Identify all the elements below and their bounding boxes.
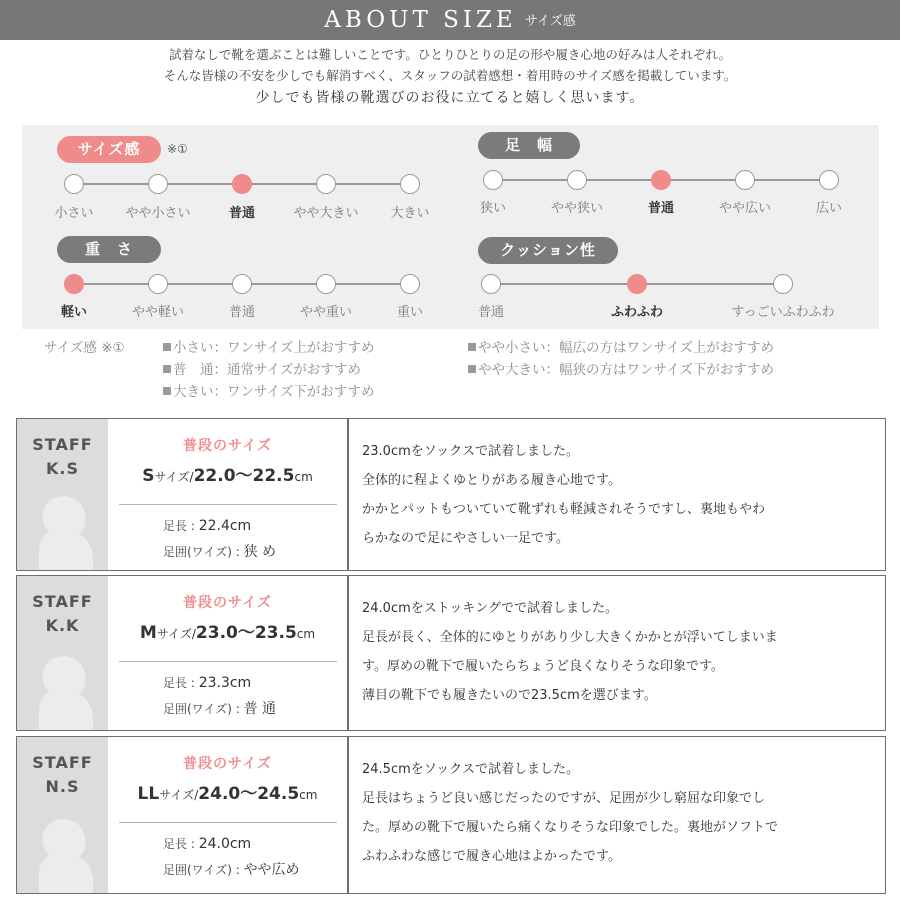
- comment-line: 足長はちょうど良い感じだったのですが、足囲が少し窮屈な印象でし: [362, 791, 766, 806]
- legend-item: 小さい：ワンサイズ上がおすすめ: [163, 337, 375, 359]
- scale-label: 普通: [647, 201, 675, 216]
- comment-line: らかなので足にやさしい一足です。: [362, 531, 569, 546]
- bullet-square-icon: [163, 365, 171, 373]
- comment-line: 24.5cmをソックスで試着しました。: [362, 762, 579, 777]
- usual-size-label: 普段のサイズ: [183, 595, 272, 611]
- staff-badge: [17, 576, 108, 730]
- scale-label: 狭い: [479, 201, 507, 216]
- scale-dot: [148, 274, 168, 294]
- scale-dot-selected: [232, 174, 252, 194]
- usual-size-section: [108, 419, 347, 570]
- legend-left: [163, 337, 375, 403]
- scale-label: やや軽い: [131, 305, 185, 320]
- scale-size-note: ※①: [167, 142, 188, 156]
- foot-girth: 足囲(ワイズ) : 狭 め: [163, 544, 277, 560]
- staff-comment: [362, 755, 877, 871]
- scale-label: 普通: [477, 305, 505, 320]
- scale-label: やや大きい: [293, 206, 359, 221]
- scale-dot-selected: [651, 170, 671, 190]
- scale-dot: [773, 274, 793, 294]
- staff-card: [16, 575, 886, 731]
- staff-badge: [17, 737, 108, 893]
- scale-dot: [819, 170, 839, 190]
- legend-right: [468, 337, 774, 381]
- banner-title-en: ABOUT SIZE: [324, 7, 517, 33]
- foot-length: 足長 : 22.4cm: [163, 518, 252, 534]
- staff-comment: [362, 437, 877, 553]
- scale-dot: [483, 170, 503, 190]
- usual-size-value: Sサイズ/22.0〜22.5cm: [142, 466, 313, 486]
- staff-comment: [362, 594, 877, 710]
- scale-label: やや広い: [718, 201, 772, 216]
- divider: [347, 737, 349, 893]
- usual-size-label: 普段のサイズ: [183, 438, 272, 454]
- scale-label: 大きい: [390, 206, 430, 221]
- legend-item: やや大きい：幅狭の方はワンサイズ下がおすすめ: [468, 359, 774, 381]
- scale-dot: [735, 170, 755, 190]
- comment-line: ふわふわな感じで履き心地はよかったです。: [362, 849, 621, 864]
- foot-length: 足長 : 23.3cm: [163, 675, 252, 691]
- comment-line: 24.0cmをストッキングでで試着しました。: [362, 601, 618, 616]
- scale-dot: [316, 274, 336, 294]
- scale-size-title: サイズ感: [57, 136, 161, 163]
- staff-name: STAFF K.K: [32, 592, 93, 635]
- staff-badge: [17, 419, 108, 570]
- usual-size-label: 普段のサイズ: [183, 756, 272, 772]
- bullet-square-icon: [468, 365, 476, 373]
- scale-dot: [64, 174, 84, 194]
- legend-title: サイズ感 ※①: [44, 340, 125, 356]
- size-scales-panel: [22, 125, 879, 329]
- banner-title-ja: サイズ感: [524, 14, 576, 29]
- usual-size-value: LLサイズ/24.0〜24.5cm: [137, 784, 318, 804]
- divider: [119, 822, 337, 823]
- scale-label: ふわふわ: [610, 305, 664, 320]
- scale-label: 小さい: [54, 206, 94, 221]
- legend-item: 大きい：ワンサイズ下がおすすめ: [163, 381, 375, 403]
- scale-label: やや小さい: [125, 206, 191, 221]
- bullet-square-icon: [163, 387, 171, 395]
- scale-label: 重い: [396, 305, 424, 320]
- staff-name: STAFF K.S: [32, 435, 93, 478]
- usual-size-value: Mサイズ/23.0〜23.5cm: [139, 623, 316, 643]
- divider: [347, 576, 349, 730]
- comment-line: 薄目の靴下でも履きたいので23.5cmを選びます。: [362, 688, 657, 703]
- staff-silhouette-icon: [25, 813, 101, 893]
- bullet-square-icon: [163, 343, 171, 351]
- legend-item: 普 通：通常サイズがおすすめ: [163, 359, 375, 381]
- scale-width-title: 足 幅: [478, 132, 580, 159]
- usual-size-section: [108, 737, 347, 893]
- scale-cushion-title: クッション性: [478, 237, 618, 264]
- scale-dot: [567, 170, 587, 190]
- foot-girth: 足囲(ワイズ) : 普 通: [163, 701, 277, 717]
- bullet-square-icon: [468, 343, 476, 351]
- scale-label: 広い: [815, 201, 843, 216]
- comment-line: す。厚めの靴下で履いたらちょうど良くなりそうな印象です。: [362, 659, 724, 674]
- scale-label: やや重い: [299, 305, 353, 320]
- staff-silhouette-icon: [25, 490, 101, 570]
- comment-line: 全体的に程よくゆとりがある履き心地です。: [362, 473, 621, 488]
- scale-dot: [400, 174, 420, 194]
- divider: [119, 504, 337, 505]
- section-banner: [0, 0, 900, 40]
- comment-line: かかとパットもついていて靴ずれも軽減されそうですし、裏地もやわ: [362, 502, 766, 517]
- staff-name: STAFF N.S: [32, 753, 93, 796]
- scale-label: やや狭い: [550, 201, 604, 216]
- staff-silhouette-icon: [25, 650, 101, 730]
- scale-label: すっごいふわふわ: [731, 305, 835, 320]
- comment-line: た。厚めの靴下で履いたら痛くなりそうな印象でした。裏地がソフトで: [362, 820, 779, 835]
- intro-line-3: 少しでも皆様の靴選びのお役に立てると嬉しく思います。: [255, 90, 645, 106]
- staff-card: [16, 736, 886, 894]
- scale-label: 普通: [228, 305, 256, 320]
- scale-dot: [316, 174, 336, 194]
- scale-label: 軽い: [60, 305, 88, 320]
- comment-line: 足長が長く、全体的にゆとりがあり少し大きくかかとが浮いてしまいま: [362, 630, 778, 645]
- scale-label: 普通: [228, 206, 256, 221]
- usual-size-section: [108, 576, 347, 730]
- scale-dot: [232, 274, 252, 294]
- intro-line-2: そんな皆様の不安を少しでも解消すべく、スタッフの試着感想・着用時のサイズ感を掲載しています。: [163, 68, 737, 83]
- divider: [347, 419, 349, 570]
- scale-dot: [400, 274, 420, 294]
- intro-text: [0, 44, 900, 110]
- legend-item: やや小さい：幅広の方はワンサイズ上がおすすめ: [468, 337, 774, 359]
- comment-line: 23.0cmをソックスで試着しました。: [362, 444, 579, 459]
- scale-weight-title: 重 さ: [57, 236, 161, 263]
- foot-length: 足長 : 24.0cm: [163, 836, 252, 852]
- divider: [119, 661, 337, 662]
- staff-card: [16, 418, 886, 571]
- scale-dot-selected: [64, 274, 84, 294]
- scale-dot: [481, 274, 501, 294]
- intro-line-1: 試着なしで靴を選ぶことは難しいことです。ひとりひとりの足の形や履き心地の好みは人それぞれ。: [168, 47, 732, 62]
- scale-dot: [148, 174, 168, 194]
- foot-girth: 足囲(ワイズ) : やや広め: [163, 862, 300, 878]
- scale-dot-selected: [627, 274, 647, 294]
